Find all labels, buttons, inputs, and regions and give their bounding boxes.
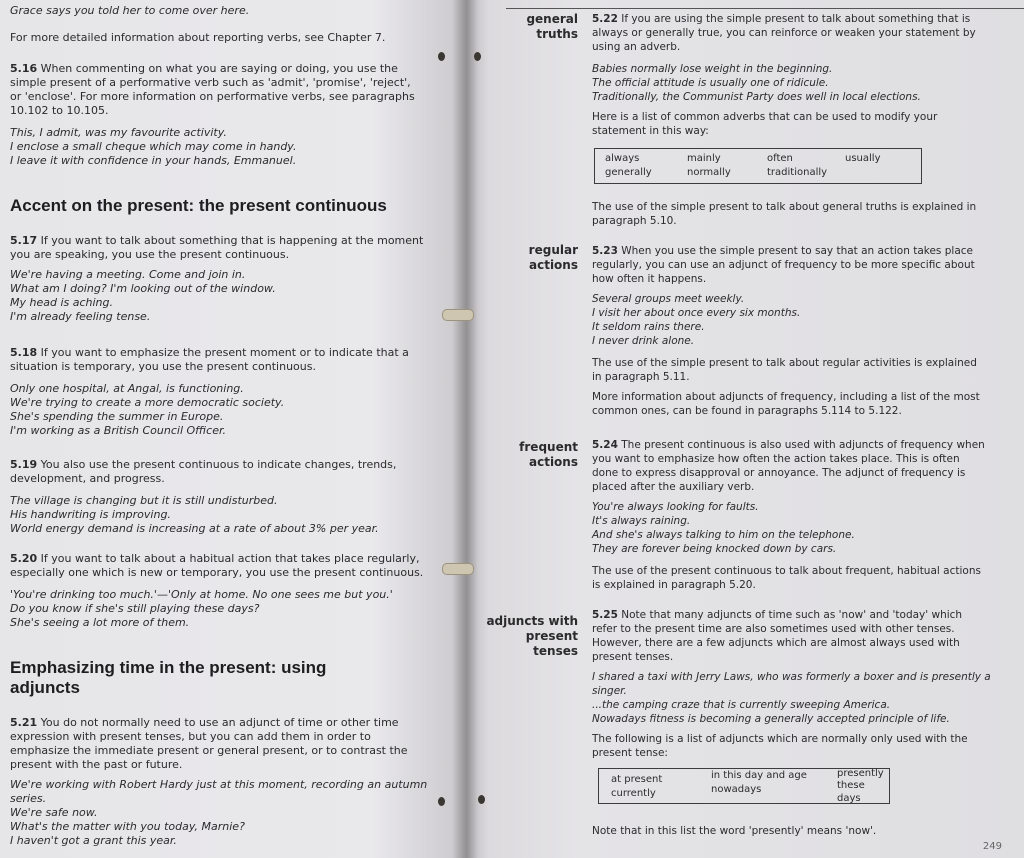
para-number: 5.23 [592, 245, 618, 257]
example: You're always looking for faults. [592, 501, 759, 513]
para-number: 5.25 [592, 609, 618, 621]
adverb: generally [605, 167, 652, 178]
example: We're safe now. [10, 806, 98, 819]
para-number: 5.16 [10, 62, 38, 75]
section-5-23: 5.23 When you use the simple present to say that an action takes place regularly, you can use an adjunct of frequency to be more specific about how often it happens. Several groups meet weekly. I visit her about once every six months. It seldom rains there. I never drink alone. The use of the simple present to talk about regular activities is explained in paragraph 5.11. More information about adjuncts of frequency, including a list of the most common ones, can be found in paragraphs 5.114 to 5.122. [592, 245, 980, 417]
note-general-truths: The use of the simple present to talk about general truths is explained in paragraph 5.10. [592, 201, 977, 227]
example: We're trying to create a more democratic society. [10, 396, 285, 409]
example: Do you know if she's still playing these days? [10, 602, 260, 615]
adverb: always [605, 153, 640, 164]
adverb: usually [845, 153, 881, 164]
example: Traditionally, the Communist Party does well in local elections. [592, 91, 921, 103]
para-number: 5.21 [10, 716, 38, 729]
example: She's spending the summer in Europe. [10, 410, 224, 423]
top-line-1: Grace says you told her to come over here. [10, 4, 250, 17]
binder-ring [442, 309, 474, 321]
para-number: 5.18 [10, 346, 38, 359]
heading-adjuncts-line1: Emphasizing time in the present: using [10, 658, 327, 677]
example: ...the camping craze that is currently sweeping America. [592, 699, 891, 711]
example: Several groups meet weekly. [592, 293, 745, 305]
example: She's seeing a lot more of them. [10, 616, 190, 629]
para-number: 5.19 [10, 458, 38, 471]
top-line-2: For more detailed information about reporting verbs, see Chapter 7. [10, 31, 386, 44]
example: 'You're drinking too much.'—'Only at home. No one sees me but you.' [10, 588, 393, 601]
adverb-list-box [594, 148, 922, 184]
margin-label-frequent-actions: frequent actions [519, 440, 578, 469]
para-number: 5.22 [592, 13, 618, 25]
example: I enclose a small cheque which may come in handy. [10, 140, 297, 153]
example: series. [10, 792, 47, 805]
adjunct: currently [611, 788, 656, 799]
binder-ring [442, 563, 474, 575]
example: They are forever being knocked down by cars. [592, 543, 837, 555]
example: It's always raining. [592, 515, 691, 527]
section-5-25: 5.25 Note that many adjuncts of time such as 'now' and 'today' which refer to the present time are also sometimes used with other tenses. However, there are a few adjuncts which are almost always used with present tenses. I shared a taxi with Jerry Laws, who was formerly a boxer and is presently a singer. ...the camping craze that is currently sweeping America. Nowadays fitness is becoming a generally accepted principle of life. The following is a list of adjuncts which are normally only used with the present tense: [592, 609, 991, 759]
section-5-18: 5.18 If you want to emphasize the present moment or to indicate that a situation is temporary, you use the present continuous. Only one hospital, at Angal, is functioning. We're trying to create a more democratic society. She's spending the summer in Europe. I'm working as a British Council Officer. [10, 346, 409, 437]
example: And she's always talking to him on the telephone. [592, 529, 855, 541]
example: I never drink alone. [592, 335, 695, 347]
adjunct: presently [837, 768, 884, 779]
example: World energy demand is increasing at a rate of about 3% per year. [10, 522, 379, 535]
example: I'm working as a British Council Officer. [10, 424, 226, 437]
book-gutter [452, 0, 478, 858]
adjunct: at present [611, 774, 663, 785]
binder-hole [438, 52, 445, 61]
example: We're working with Robert Hardy just at this moment, recording an autumn [10, 778, 428, 791]
section-5-20: 5.20 If you want to talk about a habitual action that takes place regularly, especially one which is new or temporary, you use the present continuous. 'You're drinking too much.'—'Only at home. No one sees me but you.' Do you know if she's still playing these days? She's seeing a lot more of them. [10, 552, 424, 629]
margin-label-adjuncts-present-tenses: adjuncts with present tenses [486, 614, 578, 658]
top-rule [506, 8, 1024, 9]
example: What's the matter with you today, Marnie? [10, 820, 245, 833]
section-5-24: 5.24 The present continuous is also used with adjuncts of frequency when you want to emphasize how often the action takes place. This is often done to express disapproval or annoyance. The adjunct of frequency is placed after the auxiliary verb. You're always looking for faults. It's always raining. And she's always talking to him on the telephone. They are forever being knocked down by cars. The use of the present continuous to talk about frequent, habitual actions is explained in paragraph 5.20. [592, 439, 985, 591]
example: Nowadays fitness is becoming a generally accepted principle of life. [592, 713, 950, 725]
adjunct-list-box [598, 768, 890, 804]
example: I leave it with confidence in your hands, Emmanuel. [10, 154, 297, 167]
binder-hole [474, 52, 481, 61]
adjunct: in this day and age [711, 770, 807, 781]
example: His handwriting is improving. [10, 508, 171, 521]
example: Babies normally lose weight in the beginning. [592, 63, 833, 75]
example: This, I admit, was my favourite activity. [10, 126, 227, 139]
final-note: Note that in this list the word 'presently' means 'now'. [592, 825, 877, 837]
right-page [466, 0, 1024, 858]
example: We're having a meeting. Come and join in. [10, 268, 246, 281]
para-number: 5.20 [10, 552, 38, 565]
adverb: normally [687, 167, 731, 178]
example: What am I doing? I'm looking out of the window. [10, 282, 276, 295]
section-5-19: 5.19 You also use the present continuous to indicate changes, trends, development, and progress. The village is changing but it is still undisturbed. His handwriting is improving. World energy demand is increasing at a rate of about 3% per year. [10, 458, 397, 535]
example: I visit her about once every six months. [592, 307, 801, 319]
example: Only one hospital, at Angal, is functioning. [10, 382, 244, 395]
para-number: 5.24 [592, 439, 618, 451]
margin-label-general-truths: general truths [526, 12, 578, 41]
page-number: 249 [982, 841, 1002, 852]
example: singer. [592, 685, 627, 697]
heading-adjuncts-line2: adjuncts [10, 678, 80, 697]
adjunct: nowadays [711, 784, 762, 795]
binder-hole [478, 795, 485, 804]
adverb: mainly [687, 153, 721, 164]
example: The official attitude is usually one of ridicule. [592, 77, 829, 89]
margin-label-regular-actions: regular actions [528, 243, 578, 272]
heading-present-continuous: Accent on the present: the present continuous [10, 196, 387, 215]
example: The village is changing but it is still undisturbed. [10, 494, 278, 507]
adjunct: these days [837, 780, 865, 804]
section-5-22: 5.22 If you are using the simple present to talk about something that is always or generally true, you can reinforce or weaken your statement by using an adverb. Babies normally lose weight in the beginning. The official attitude is usually one of ridicule. Traditionally, the Communist Party does well in local elections. Here is a list of common adverbs that can be used to modify your statement in this way: [592, 13, 976, 137]
example: I haven't got a grant this year. [10, 834, 177, 847]
example: My head is aching. [10, 296, 114, 309]
section-5-17: 5.17 If you want to talk about something that is happening at the moment you are speaking, you use the present continuous. We're having a meeting. Come and join in. What am I doing? I'm looking out of the window. My head is aching. I'm already feeling tense. [10, 234, 424, 323]
para-number: 5.17 [10, 234, 38, 247]
example: It seldom rains there. [592, 321, 705, 333]
left-page [0, 0, 466, 858]
example: I shared a taxi with Jerry Laws, who was formerly a boxer and is presently a [592, 671, 991, 683]
adverb: traditionally [767, 167, 828, 178]
section-5-16: 5.16 When commenting on what you are saying or doing, you use the simple present of a performative verb such as 'admit', 'promise', 'reject', or 'enclose'. For more information on performative verbs, see paragraphs 10.102 to 10.105. This, I admit, was my favourite activity. I enclose a small cheque which may come in handy. I leave it with confidence in your hands, Emmanuel. [10, 62, 415, 167]
adverb: often [767, 153, 793, 164]
example: I'm already feeling tense. [10, 310, 151, 323]
section-5-21: 5.21 You do not normally need to use an adjunct of time or other time expression with present tenses, but you can add them in order to emphasize the immediate present or general present, or to contrast the present with the past or future. We're working with Robert Hardy just at this moment, recording an autumn series. We're safe now. What's the matter with you today, Marnie? I haven't got a grant this year. [10, 716, 428, 847]
binder-hole [438, 797, 445, 806]
